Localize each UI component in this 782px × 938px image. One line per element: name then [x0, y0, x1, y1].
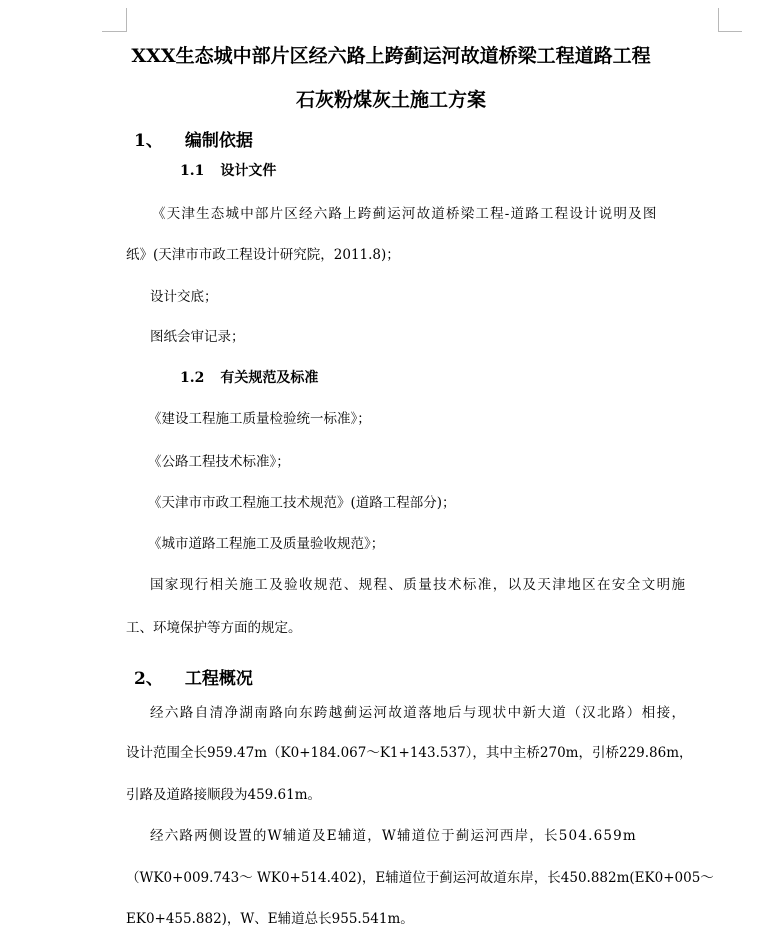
section-1-title: 编制依据	[184, 131, 253, 151]
subsection-1-2-number: 1.2	[180, 370, 205, 386]
paragraph-line: 引路及道路接顺段为459.61m。	[126, 787, 322, 803]
section-1-number: 1、	[134, 131, 163, 151]
margin-corner-mark	[718, 31, 742, 32]
subsection-1-2-heading	[180, 367, 318, 387]
section-2-heading	[134, 664, 253, 689]
paragraph-line: 设计交底；	[150, 289, 218, 305]
document-title-line-2: 石灰粉煤灰土施工方案	[295, 89, 486, 111]
section-1-heading	[134, 126, 253, 151]
paragraph-line: 国家现行相关施工及验收规范、规程、质量技术标准，以及天津地区在安全文明施	[150, 577, 687, 593]
section-2-number: 2、	[134, 669, 163, 689]
paragraph-line: 《天津生态城中部片区经六路上跨蓟运河故道桥梁工程-道路工程设计说明及图	[152, 206, 658, 222]
margin-corner-mark	[102, 31, 126, 32]
paragraph-line: 设计范围全长959.47m（K0+184.067～K1+143.537），其中主桥270m，引桥229.86m，	[126, 745, 693, 761]
subsection-1-1-title: 设计文件	[220, 163, 277, 179]
paragraph-line: 纸》(天津市市政工程设计研究院，2011.8)；	[126, 247, 400, 263]
paragraph-line: 《城市道路工程施工及质量验收规范》；	[148, 536, 385, 552]
paragraph-line: 工、环境保护等方面的规定。	[126, 620, 302, 636]
section-2-title: 工程概况	[184, 669, 253, 689]
document-title-line-1: XXX生态城中部片区经六路上跨蓟运河故道桥梁工程道路工程	[131, 45, 651, 67]
margin-corner-mark	[126, 8, 127, 32]
paragraph-line: 经六路两侧设置的W辅道及E辅道，W辅道位于蓟运河西岸，长504.659m	[150, 828, 637, 844]
paragraph-line: EK0+455.882)，W、E辅道总长955.541m。	[126, 911, 414, 927]
margin-corner-mark	[718, 8, 719, 32]
paragraph-line: （WK0+009.743～ WK0+514.402)，E辅道位于蓟运河故道东岸，长450.882m(EK0+005～	[126, 870, 714, 886]
paragraph-line: 《公路工程技术标准》；	[148, 454, 290, 470]
paragraph-line: 经六路自清净湖南路向东跨越蓟运河故道落地后与现状中新大道（汉北路）相接，	[150, 705, 687, 721]
subsection-1-1-number: 1.1	[180, 163, 205, 179]
paragraph-line: 《天津市市政工程施工技术规范》(道路工程部分)；	[148, 495, 456, 511]
subsection-1-1-heading	[180, 160, 276, 180]
paragraph-line: 图纸会审记录；	[150, 329, 245, 345]
subsection-1-2-title: 有关规范及标准	[220, 370, 319, 386]
paragraph-line: 《建设工程施工质量检验统一标准》；	[148, 411, 371, 427]
